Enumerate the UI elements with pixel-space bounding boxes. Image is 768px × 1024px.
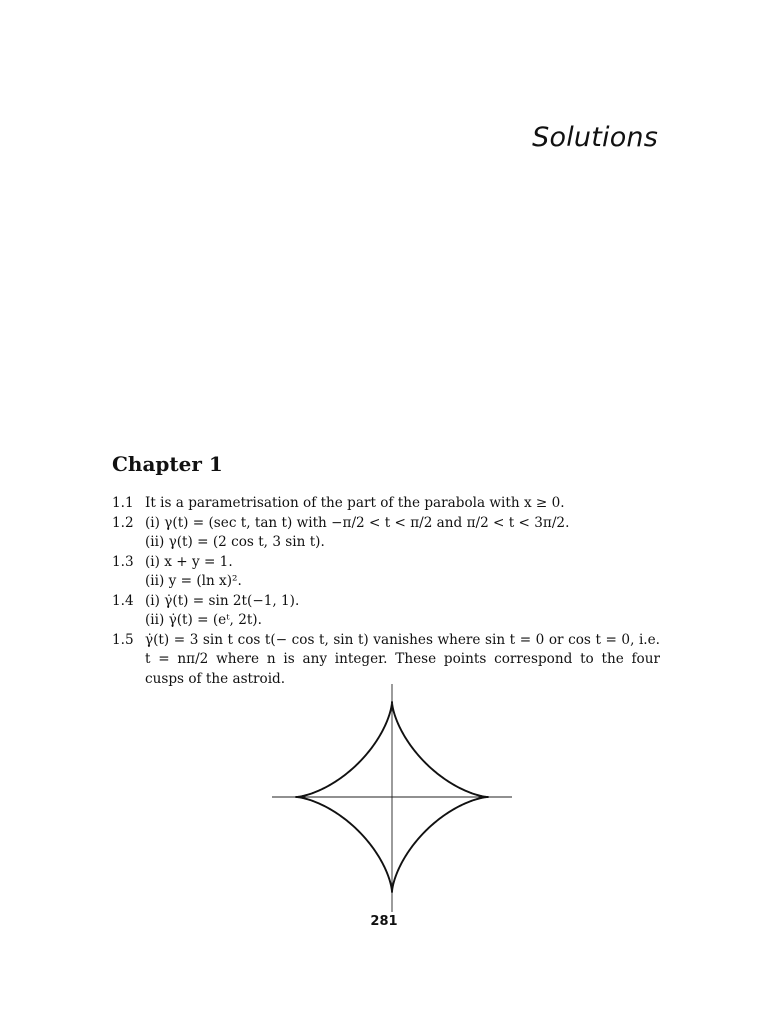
exercise-1-1 [112,494,660,514]
solution-line: (ii) y = (ln x)². [145,573,242,589]
solution-line: (i) γ̇(t) = sin 2t(−1, 1). [145,592,300,609]
exercise-solution [145,553,660,592]
solution-line: (ii) γ̇(t) = (eᵗ, 2t). [145,612,262,628]
exercise-solution [145,494,660,514]
exercise-number: 1.4 [112,592,134,609]
exercise-number: 1.3 [112,553,134,570]
exercise-number: 1.5 [112,631,134,648]
astroid-figure [268,682,516,914]
exercise-solutions [112,494,660,689]
exercise-number: 1.1 [112,495,134,511]
solution-line: (ii) γ(t) = (2 cos t, 3 sin t). [145,534,325,550]
exercise-1-3 [112,553,660,592]
chapter-heading: Chapter 1 [112,452,223,476]
solution-line: (i) γ(t) = (sec t, tan t) with −π/2 < t < π/2 and π/2 < t < 3π/2. [145,514,570,531]
solution-line: (i) x + y = 1. [145,553,233,570]
exercise-1-5 [112,631,660,690]
exercise-1-2 [112,514,660,553]
exercise-solution [145,631,660,690]
page-number: 281 [370,914,398,929]
page-heading: Solutions [532,122,658,153]
exercise-1-4 [112,592,660,631]
solution-line: It is a parametrisation of the part of the parabola with x ≥ 0. [145,495,565,511]
solution-line: cusps of the astroid. [145,670,286,687]
solution-line: γ̇(t) = 3 sin t cos t(− cos t, sin t) vanishes where sin t = 0 or cos t = 0, i.e. [145,631,660,648]
exercise-number: 1.2 [112,514,134,531]
exercise-solution [145,514,660,553]
exercise-solution [145,592,660,631]
solution-line: t = nπ/2 where n is any integer. These points correspond to the four [145,651,660,667]
astroid-diagram [268,682,516,914]
